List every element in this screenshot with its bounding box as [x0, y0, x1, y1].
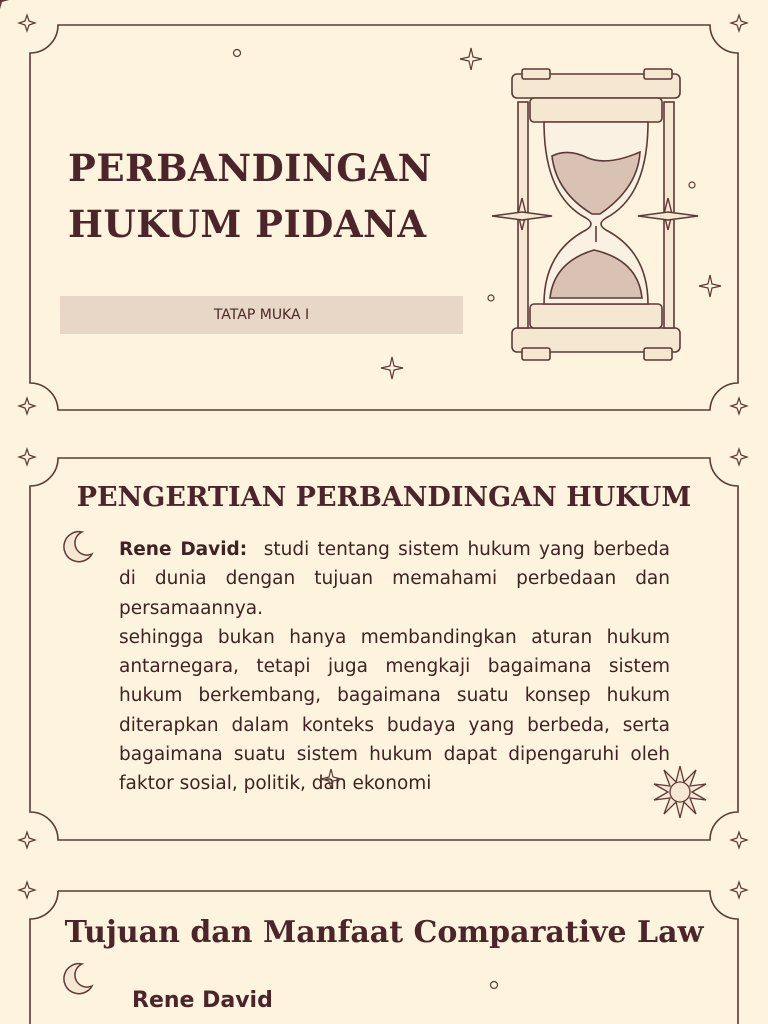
- hourglass-icon: [488, 66, 704, 366]
- section-title-purpose: Tujuan dan Manfaat Comparative Law: [64, 915, 704, 950]
- slide-title-line2: HUKUM PIDANA: [68, 202, 427, 246]
- slide-title-line1: PERBANDINGAN: [68, 146, 432, 190]
- moon-icon: [60, 528, 96, 564]
- slide-title: [68, 140, 432, 252]
- author-name: Rene David:: [119, 539, 248, 560]
- section-title: PENGERTIAN PERBANDINGAN HUKUM: [76, 482, 692, 513]
- explanation-paragraph: sehingga bukan hanya membandingkan aturan hukum antarnegara, tetapi juga mengkaji bagaimana sistem hukum berkembang, bagaimana suatu konsep hukum diterapkan dalam konteks budaya yang berbeda, serta bagaimana suatu sistem hukum dapat dipengaruhi oleh faktor sosial, politik, dan ekonomi: [119, 626, 670, 795]
- session-badge: TATAP MUKA I: [60, 296, 463, 334]
- sparkle-icon: [321, 769, 341, 789]
- definition-text: [119, 535, 670, 799]
- author-heading: Rene David: [132, 988, 273, 1013]
- definition-paragraph: studi tentang sistem hukum yang berbeda di dunia dengan tujuan memahami perbedaan dan persamaannya.: [119, 539, 670, 619]
- sun-icon: [652, 764, 708, 820]
- moon-icon: [60, 960, 96, 996]
